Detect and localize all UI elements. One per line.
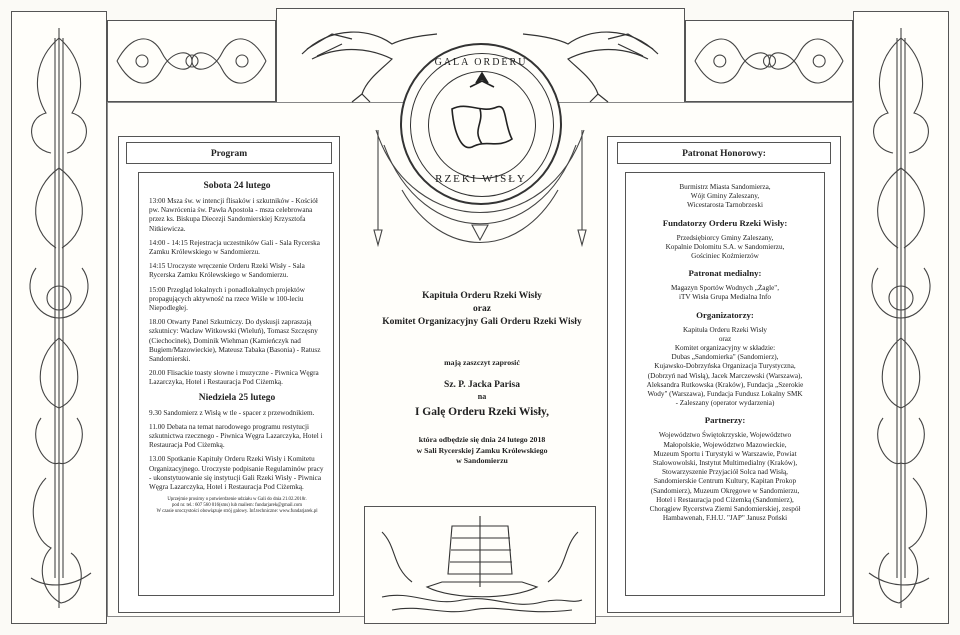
organizers-heading: Organizatorzy: [696, 309, 754, 320]
patronage-content [625, 172, 825, 596]
emblem-arc-top: GALA ORDERU [434, 57, 528, 68]
invitation-when: która odbędzie się dnia 24 lutego 2018 w Sali Rycerskiej Zamku Królewskiego w Sandomierzu [416, 435, 548, 465]
program-item: 14:15 Uroczyste wręczenie Orderu Rzeki Wisły - Sala Rycerska Zamku Królewskiego w Sandomierzu. [149, 262, 305, 280]
founders-heading: Fundatorzy Orderu Rzeki Wisły: [662, 217, 788, 228]
invitation-organizers: Kapituła Orderu Rzeki Wisły oraz Komitet Organizacyjny Gali Orderu Rzeki Wisły [382, 291, 582, 327]
emblem-river-icon [442, 69, 522, 169]
top-left-scroll-ornament-icon [112, 28, 271, 94]
media-list: Magazyn Sportów Wodnych „Żagle", iTV Wisła Grupa Medialna Info [670, 284, 779, 302]
top-right-scroll-ornament-icon [690, 28, 848, 94]
program-item: 20.00 Flisackie toasty słowne i muzyczne - Piwnica Węgra Lazarczyka, Hotel i Restauracja Pod Ciżemką. [149, 369, 319, 387]
partners-heading: Partnerzy: [704, 415, 746, 426]
program-day1-heading: Sobota 24 lutego [203, 181, 271, 191]
left-column-ornament-icon [16, 18, 102, 618]
sailing-ship-icon [372, 512, 588, 618]
media-heading: Patronat medialny: [688, 268, 762, 279]
program-item: 18.00 Otwarty Panel Szkutniczy. Do dyskusji zapraszają szkutnicy: Wacław Witkowski (Wieluń), Tomasz Szczęsny (Ciechocinek), Dominik Wiehman (Kamieńczyk nad Bugiem/Mazowieckie), Mateusz Tabaka (Basonia) - Ratusz Sandomierski. [149, 318, 321, 364]
invitation-guest: Sz. P. Jacka Parisa na I Galę Orderu Rzeki Wisły, [414, 380, 550, 418]
program-item: 14:00 - 14:15 Rejestracja uczestników Gali - Sala Rycerska Zamku Królewskiego w Sandomierzu. [149, 238, 320, 257]
program-item: 9.30 Sandomierz z Wisłą w tle - spacer z przewodnikiem. [149, 408, 315, 417]
program-item: 13.00 Spotkanie Kapituły Orderu Rzeki Wisły i Komitetu Organizacyjnego. Uroczyste podpisanie Regulaminów pracy - ukonstytuowanie się instytucji Gali Rzeki Wisły - Piwnica Węgra Lazarczyka, Hotel i Restauracja Pod Ciżemką. [149, 455, 324, 492]
program-item: 15:00 Przegląd lokalnych i ponadlokalnych projektów propagujących aktywność na rzece Wiśle w 100-leciu Niepodległej. [149, 285, 305, 313]
program-content [138, 172, 334, 596]
right-column-ornament-icon [858, 18, 944, 618]
organizers-list: Kapituła Orderu Rzeki Wisły oraz Komitet organizacyjny w składzie: Dubas „Sandomierka" (Sandomierz), Kujawsko-Dobrzyńska Organizacja Turystyczna, (Dobrzyń nad Wisłą), Jacek Marczewski (Warszawa), Aleksandra Rutkowska (Kraków), Fundacja „Szerokie Wody" (Warszawa), Fundacja Fundusz Lokalny SMK - Zaleszany (operator wydarzenia) [646, 325, 804, 408]
emblem-arc-bottom: RZEKI WISŁY [435, 173, 527, 185]
founders-list: Przedsiębiorcy Gminy Zaleszany, Kopalnie Dolomitu S.A. w Sandomierzu, Gościniec Koźmierzów [665, 233, 785, 261]
invitation-verb: mają zaszczyt zaprosić [444, 358, 520, 367]
program-item: 13:00 Msza św. w intencji flisaków i szkutników - Kościół pw. Nawrócenia św. Pawła Apostoła - msza celebrowana przez ks. Biskupa Diecezji Sandomierskiej Krzysztofa Nitkiewicza. [149, 197, 318, 233]
program-day2-heading: Niedziela 25 lutego [198, 392, 276, 403]
patronage-title: Patronat Honorowy: [617, 142, 831, 164]
honor-list: Burmistrz Miasta Sandomierza, Wójt Gminy Zaleszany, Wicestarosta Tarnobrzeski [679, 183, 771, 210]
order-emblem [400, 43, 562, 205]
program-title: Program [126, 142, 332, 164]
partners-list: Województwo Świętokrzyskie, Województwo Małopolskie, Województwo Mazowieckie, Muzeum Sportu i Turystyki w Warszawie, Powiat Stalowowolski, Instytut Multimedialny (Kraków), Stowarzyszenie Przyjaciół Solca nad Wisłą, Sandomierskie Centrum Kultury, Kapitan Prokop (Sandomierz), Muzeum Okręgowe w Sandomierzu, Hotel i Restauracja pod Ciżemką (Sandomierz), Chorągiew Rycerstwa Ziemi Sandomierskiej, zespół Hambawenah, F.H.U. "JAP" Janusz Poński [649, 431, 801, 523]
program-item: 11.00 Debata na temat narodowego programu restytucji szkutnictwa rzecznego - Piwnica Węgra Lazarczyka, Hotel i Restauracja Pod Ciżemką. [149, 422, 323, 450]
program-footnote: Uprzejmie prosimy o potwierdzenie udziału w Gali do dnia 21.02.2018r. pod nr. tel.: 607 560 016(sms) lub mailem: fundarjarek@gmail.com W czasie uroczystości obowiązuje strój galowy. Inf.techniczne: www.fundarjarek.pl [156, 497, 318, 515]
